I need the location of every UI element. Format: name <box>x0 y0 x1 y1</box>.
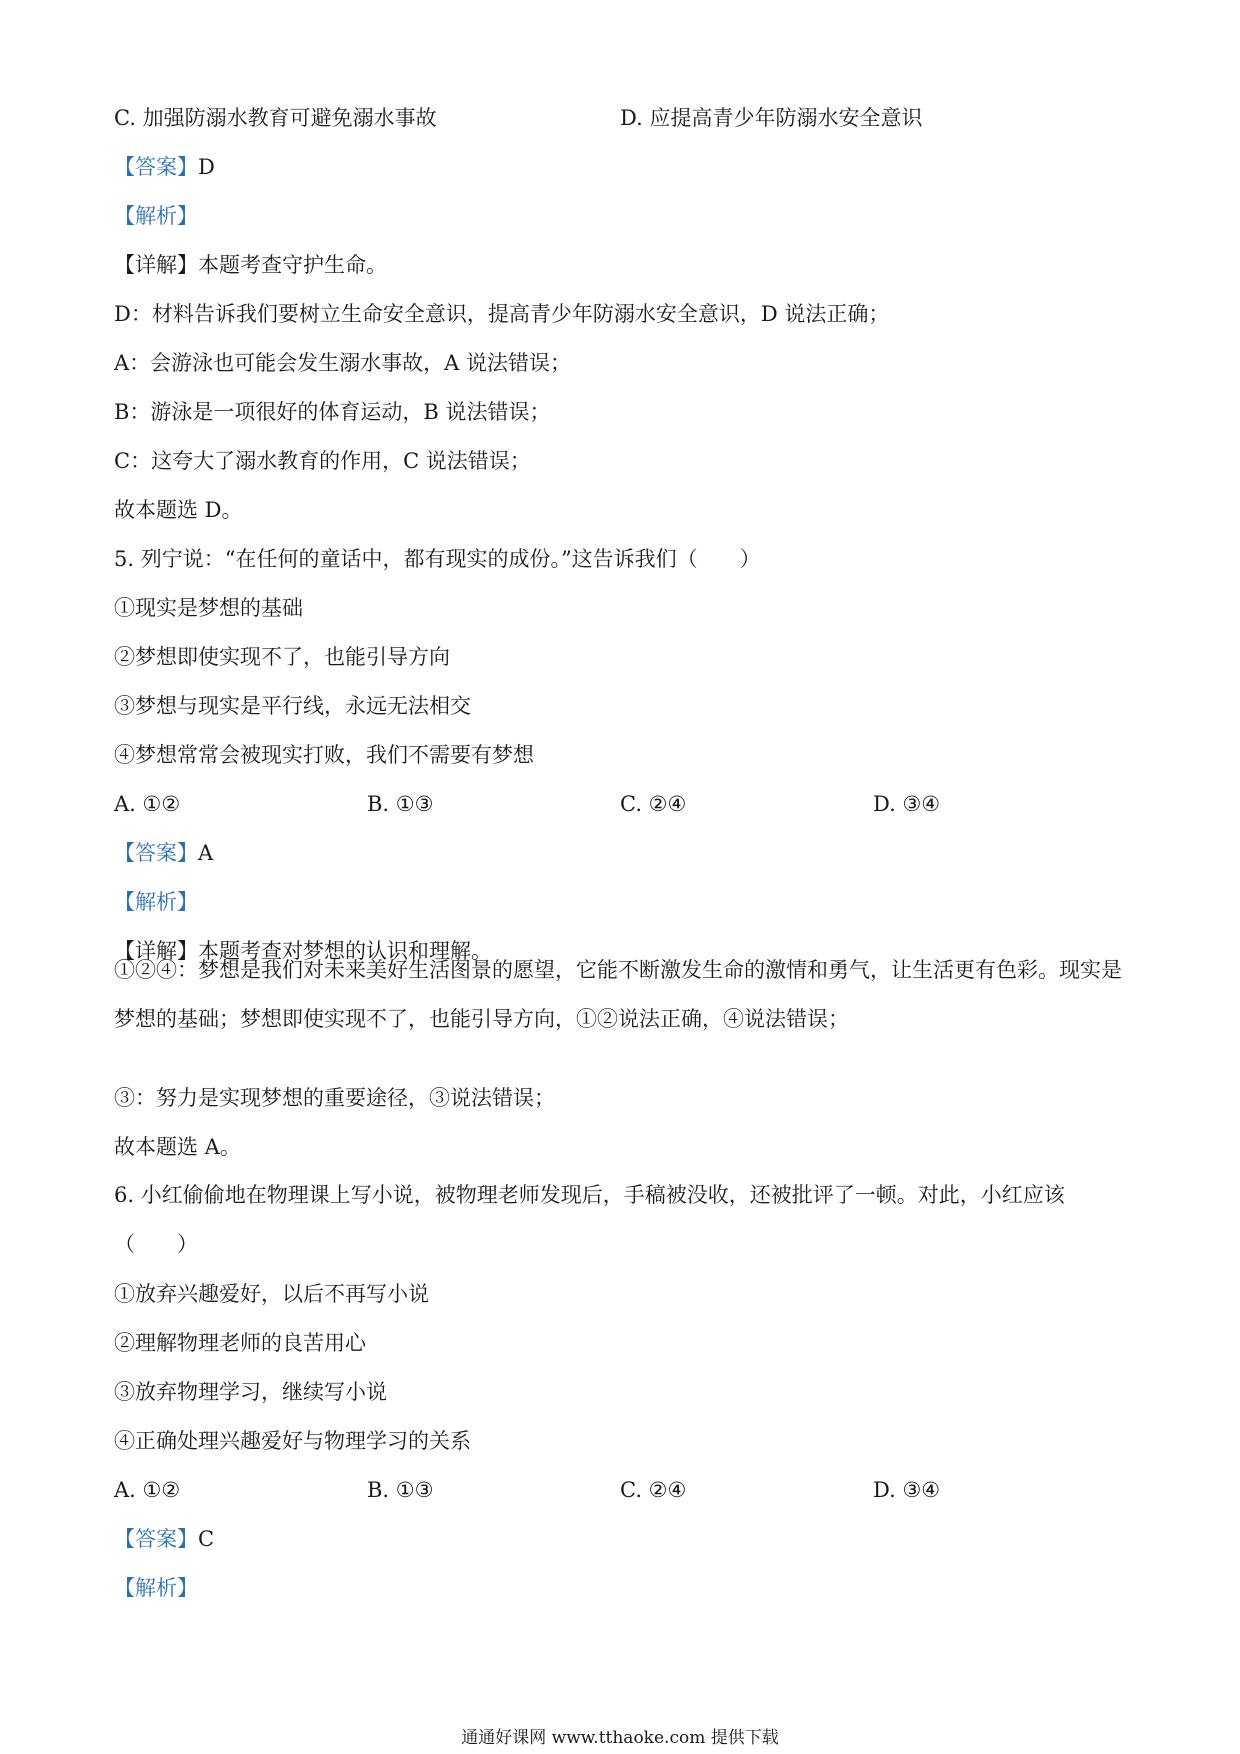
answer-value: C <box>198 1527 215 1551</box>
q5-item: ①现实是梦想的基础 <box>114 596 303 620</box>
q4-conclusion: 故本题选 D。 <box>114 498 243 522</box>
q5-analysis-line: ③：努力是实现梦想的重要途径，③说法错误； <box>114 1086 555 1110</box>
q5-item: ③梦想与现实是平行线，永远无法相交 <box>114 694 471 718</box>
q6-option-d: D. ③④ <box>873 1478 941 1502</box>
footer-source-link[interactable]: 通通好课网 www.tthaoke.com 提供下载 <box>461 1728 779 1748</box>
q4-analysis-line: C：这夸大了溺水教育的作用，C 说法错误； <box>114 449 531 473</box>
q4-detail <box>114 250 387 280</box>
q4-analysis-line: A：会游泳也可能会发生溺水事故，A 说法错误； <box>114 351 572 375</box>
q4-analysis-line: B：游泳是一项很好的体育运动，B 说法错误； <box>114 400 551 424</box>
q5-stem: 5. 列宁说：“在任何的童话中，都有现实的成份。”这告诉我们（ ） <box>114 547 761 571</box>
answer-label: 【答案】 <box>114 841 198 865</box>
q4-answer <box>114 152 215 182</box>
q4-analysis-label: 【解析】 <box>114 204 198 228</box>
q6-stem: 6. 小红偷偷地在物理课上写小说，被物理老师发现后，手稿被没收，还被批评了一顿。对此，小红应该（ ） <box>114 1183 1065 1256</box>
q5-item: ②梦想即使实现不了，也能引导方向 <box>114 645 450 669</box>
q4-option-d: D. 应提高青少年防溺水安全意识 <box>620 106 923 130</box>
q6-analysis-label: 【解析】 <box>114 1576 198 1600</box>
q5-answer <box>114 838 213 868</box>
q6-option-c: C. ②④ <box>620 1478 687 1502</box>
q5-option-c: C. ②④ <box>620 792 687 816</box>
answer-label: 【答案】 <box>114 1527 198 1551</box>
q4-analysis-line: D：材料告诉我们要树立生命安全意识，提高青少年防溺水安全意识，D 说法正确； <box>114 302 890 326</box>
q6-item: ②理解物理老师的良苦用心 <box>114 1331 366 1355</box>
q5-item: ④梦想常常会被现实打败，我们不需要有梦想 <box>114 743 534 767</box>
detail-label: 【详解】 <box>114 253 198 277</box>
q4-option-c: C. 加强防溺水教育可避免溺水事故 <box>114 106 437 130</box>
q6-option-a: A. ①② <box>114 1478 181 1502</box>
q6-answer <box>114 1524 214 1554</box>
q6-item: ④正确处理兴趣爱好与物理学习的关系 <box>114 1429 471 1453</box>
answer-value: D <box>198 155 215 179</box>
q5-option-a: A. ①② <box>114 792 181 816</box>
q6-item: ①放弃兴趣爱好，以后不再写小说 <box>114 1282 429 1306</box>
q5-analysis-label: 【解析】 <box>114 890 198 914</box>
q6-option-b: B. ①③ <box>367 1478 434 1502</box>
answer-value: A <box>198 841 214 865</box>
detail-text: 本题考查守护生命。 <box>198 253 387 277</box>
answer-label: 【答案】 <box>114 155 198 179</box>
q6-item: ③放弃物理学习，继续写小说 <box>114 1380 387 1404</box>
q5-analysis-paragraph: ①②④：梦想是我们对未来美好生活图景的愿望，它能不断激发生命的激情和勇气，让生活更有色彩。现实是梦想的基础；梦想即使实现不了，也能引导方向，①②说法正确，④说法错误； <box>114 958 1122 1031</box>
q5-option-d: D. ③④ <box>873 792 941 816</box>
q5-conclusion: 故本题选 A。 <box>114 1135 241 1159</box>
q5-option-b: B. ①③ <box>367 792 434 816</box>
detail-text: 本题考查对梦想的认识和理解。 <box>198 939 492 963</box>
detail-label: 【详解】 <box>114 939 198 963</box>
